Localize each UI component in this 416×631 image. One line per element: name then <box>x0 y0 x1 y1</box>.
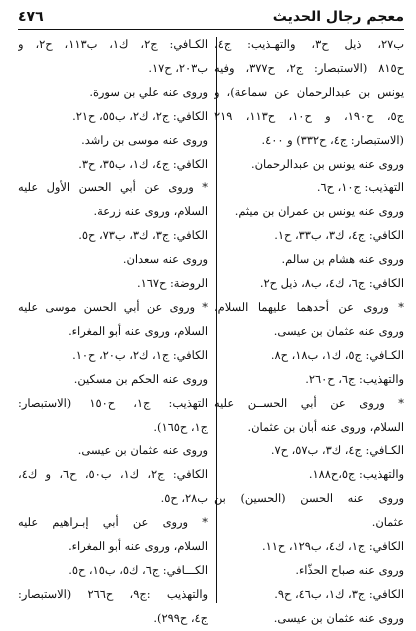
text-line: السلام، وروى عنه زرعة. <box>93 204 208 219</box>
text-line: الكافي: ج٣، ك١، ب٤٦، ح٩. <box>274 586 404 601</box>
text-line: * وروى عن أبي الحسن موسى عليه <box>18 299 208 314</box>
text-line: يونس بن عبدالرحمان عن سماعة)، و <box>214 84 404 99</box>
text-line: الكـافي: ج٤، ك٣، ب٥٧، ح٧. <box>270 443 404 458</box>
text-line: ج٥، ح١٩٠، و ح١٠، ح١١٣، ٢١٩ <box>214 108 404 123</box>
text-line: ب٢٨، ح٥. <box>160 491 208 506</box>
text-line: والتهذيب :ج٩، ح٢٦٦ (الاستبصار: <box>18 586 208 601</box>
text-line: الكافي: ج٦، ك٤، ب٨، ذيل ح٢. <box>259 276 404 291</box>
text-line: الكافي: ج٣، ك٣، ب٧٣، ح٥. <box>78 228 208 243</box>
text-line: الكافي: ج٤، ك١، ب٣٥، ح٣. <box>78 156 208 171</box>
page-number: ٤٧٦ <box>18 9 44 25</box>
text-line: الكافي: ج٤، ك٣، ب٣٣، ح١. <box>274 228 404 243</box>
text-line: ح٨١٥ (الاستبصار: ج٢، ح٣٧٧، وفيه <box>214 60 404 75</box>
text-line: ب٢٧، ذيل ح٣، والتهـذيب: ج٤، <box>214 37 404 51</box>
text-line: وروى عنه عثمان بن عيسى. <box>273 323 404 338</box>
text-line: وروى عنه عثمان بن عيسى. <box>273 610 404 625</box>
text-line: السلام، وروى عنه أبان بن عثمان. <box>247 419 404 434</box>
right-column <box>214 33 404 631</box>
running-title: معجم رجال الحديث <box>272 9 404 25</box>
text-line: وروى عنه عثمان بن عيسى. <box>77 443 208 458</box>
text-line: (الاستبصار: ج٤، ح٣٣٢) و ٤٠٠. <box>261 132 404 147</box>
text-line: وروى عنه هشام بن سالم. <box>281 252 404 267</box>
text-line: عثمان. <box>371 515 404 530</box>
page-header <box>18 5 404 30</box>
text-line: التهذيب: ج١٠، ح٦. <box>316 180 404 195</box>
text-line: ب٢٠٣، ح١٧. <box>148 60 208 75</box>
column-divider <box>216 37 217 603</box>
text-line: وروى عنه الحسن (الحسين) بن <box>214 491 404 506</box>
text-line: الكـــافي: ج٦، ك٥، ب١٥، ح٥. <box>68 562 208 577</box>
text-line: وروى عنه علي بن سورة. <box>89 84 208 99</box>
text-line: ج٤، ح٢٩٩). <box>153 610 208 625</box>
text-line: وروى عنه موسى بن راشد. <box>81 132 208 147</box>
text-line: وروى عنه يونس بن عمران بن ميثم. <box>234 204 404 219</box>
left-column <box>18 33 208 631</box>
text-line: الكافي: ج١، ك٤، ب١٢٩، ح١١. <box>261 539 404 554</box>
text-line: ج١، ح١٦٥). <box>153 419 208 434</box>
text-line: والتهذيب: ج٦، ح٢٦٠. <box>305 371 404 386</box>
text-line: وروى عنه سعدان. <box>122 252 208 267</box>
text-line: الكافي: ج٢، ك٢، ب٥٥، ح٢١. <box>72 108 208 123</box>
text-line: الكافي: ج٢، ك١، ب٥٠، ح٦، و ك٤، <box>18 467 208 482</box>
text-line: الكافي: ج١، ك٢، ب٢٠، ح١٠. <box>72 347 208 362</box>
text-line: وروى عنه صباح الحذّاء. <box>295 562 404 577</box>
text-line: * وروى عن أبي الحسن الأول عليه <box>18 180 208 195</box>
text-line: وروى عنه يونس بن عبدالرحمان. <box>250 156 404 171</box>
text-line: السلام، وروى عنه أبو المغراء. <box>68 539 208 554</box>
text-line: والتهذيب: ج٥،ح١٨٨. <box>308 467 404 482</box>
text-line: * وروى عن أبي الحســن عليه <box>214 395 404 410</box>
text-line: الروضة: ح١٦٧. <box>137 276 208 291</box>
text-line: * وروى عن أبي إبـراهيم عليه <box>18 515 208 530</box>
text-line: السلام، وروى عنه أبو المغراء. <box>68 323 208 338</box>
text-line: الكـافي: ج٥، ك١، ب١٨، ح٨. <box>270 347 404 362</box>
text-line: * وروى عن أحدهما عليهما السلام، <box>214 299 404 314</box>
text-line: الكـافي: ج٢، ك١، ب١١٣، ح٢، و <box>18 37 208 51</box>
text-line: وروى عنه الحكم بن مسكين. <box>73 371 208 386</box>
text-line: التهذيب: ج١، ح١٥٠ (الاستبصار: <box>18 395 208 410</box>
